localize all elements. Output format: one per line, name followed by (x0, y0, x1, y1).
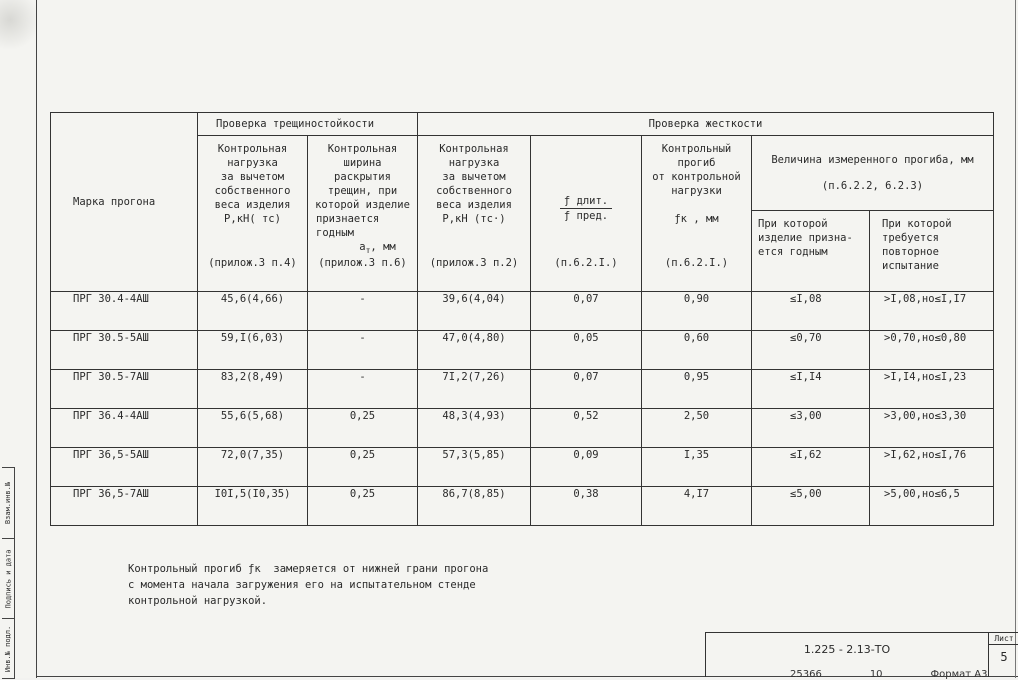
stamp-vzam-label: Взам.инв.№ (4, 481, 12, 525)
table-row (51, 448, 994, 487)
cell-load-stiffness: 47,0(4,80) (418, 331, 531, 370)
header-group-crack: Проверка трещиностойкости (198, 113, 418, 136)
h1-line: за вычетом (220, 171, 285, 183)
frame-right-line (1015, 0, 1016, 678)
cell-ratio: 0,05 (531, 331, 642, 370)
cell-crack-width: 0,25 (308, 448, 418, 487)
h6a-line: ется годным (758, 246, 828, 258)
h2-line-text: годным (316, 227, 354, 239)
h6-ref: (п.6.2.2, 6.2.3) (821, 180, 924, 192)
table-row (51, 331, 994, 370)
cell-deflection: 0,90 (642, 292, 752, 331)
cell-load-crack: I0I,5(I0,35) (198, 487, 308, 526)
archive-mid: 10 (869, 669, 883, 680)
h2-line: трещин, при (327, 185, 398, 197)
header-accepted (752, 211, 870, 292)
h3-line: Р,кН (тс·) (442, 213, 506, 225)
cell-retest: >3,00,но≤3,30 (870, 409, 994, 448)
cell-ratio: 0,07 (531, 292, 642, 331)
header-control-load-crack (198, 136, 308, 292)
deflection-fraction (560, 194, 612, 223)
cell-mark: ПРГ 36,5-5АШ (51, 448, 198, 487)
cell-accepted: ≤I,62 (752, 448, 870, 487)
h6b-line: испытание (882, 260, 939, 272)
cell-crack-width: - (308, 370, 418, 409)
header-crack-width (308, 136, 418, 292)
stamp-vzam (2, 468, 14, 538)
header-control-load-stiffness (418, 136, 531, 292)
h4-ref: (п.6.2.I.) (554, 257, 618, 269)
h6b-line: При которой (882, 218, 952, 230)
cell-load-crack: 72,0(7,35) (198, 448, 308, 487)
h2-ref: (прилож.3 п.6) (318, 257, 407, 269)
cell-load-stiffness: 86,7(8,85) (418, 487, 531, 526)
cell-crack-width: 0,25 (308, 409, 418, 448)
cell-load-stiffness: 7I,2(7,26) (418, 370, 531, 409)
h2-line: раскрытия (334, 171, 391, 183)
h5-line: от контрольной (652, 171, 741, 183)
cell-crack-width: - (308, 292, 418, 331)
cell-ratio: 0,07 (531, 370, 642, 409)
cell-deflection: 2,50 (642, 409, 752, 448)
h2-unit-prefix: а (359, 241, 366, 253)
cell-accepted: ≤I,I4 (752, 370, 870, 409)
h1-line: веса изделия (214, 199, 291, 211)
h3-line: за вычетом (442, 171, 506, 183)
cell-retest: >I,I4,но≤I,23 (870, 370, 994, 409)
cell-deflection: 0,95 (642, 370, 752, 409)
cell-accepted: ≤I,08 (752, 292, 870, 331)
h2-line: признается (316, 213, 380, 225)
scan-smudge (0, 0, 36, 60)
side-stamp (2, 467, 15, 679)
table-row (51, 292, 994, 331)
h5-ref: (п.6.2.I.) (664, 257, 729, 269)
stamp-inv-podl-label: Инв.№ подл. (4, 625, 13, 673)
h2-unit-sub: т (365, 246, 371, 256)
table-row (51, 370, 994, 409)
header-retest (870, 211, 994, 292)
h2-line: ширина (343, 157, 382, 169)
cell-deflection: 0,60 (642, 331, 752, 370)
h6b-line: требуется (882, 232, 939, 244)
h1-line: Р,кН( тс) (224, 213, 281, 225)
h3-line: собственного (436, 185, 512, 197)
footnote (128, 561, 488, 609)
header-mark: Марка прогона (51, 113, 198, 292)
cell-retest: >I,62,но≤I,76 (870, 448, 994, 487)
sheet-label: Лист (989, 633, 1018, 645)
cell-load-stiffness: 57,3(5,85) (418, 448, 531, 487)
fraction-numerator: ƒ длит. (560, 194, 612, 209)
cell-load-crack: 45,6(4,66) (198, 292, 308, 331)
cell-deflection: I,35 (642, 448, 752, 487)
header-deflection-ratio (531, 136, 642, 292)
stamp-sign-date (2, 538, 14, 619)
cell-load-crack: 55,6(5,68) (198, 409, 308, 448)
cell-retest: >0,70,но≤0,80 (870, 331, 994, 370)
h6b-line: повторное (882, 246, 939, 258)
h1-ref: (прилож.3 п.4) (208, 257, 297, 269)
header-group-stiffness: Проверка жесткости (418, 113, 994, 136)
h2-line: которой изделие (315, 199, 410, 211)
h3-line: веса изделия (436, 199, 512, 211)
h5-line: прогиб (677, 157, 716, 169)
h1-line: Контрольная (217, 143, 288, 155)
header-control-deflection (642, 136, 752, 292)
cell-load-stiffness: 39,6(4,04) (418, 292, 531, 331)
cell-crack-width: 0,25 (308, 487, 418, 526)
footnote-line: с момента начала загружения его на испытательном стенде (128, 579, 476, 591)
cell-accepted: ≤0,70 (752, 331, 870, 370)
format-label: Формат А3 (930, 669, 988, 680)
h2-unit-suffix: , мм (370, 241, 396, 253)
cell-mark: ПРГ 36.4-4АШ (51, 409, 198, 448)
cell-retest: >5,00,но≤6,5 (870, 487, 994, 526)
h6a-line: При которой (758, 218, 828, 230)
sheet-number: 5 (1000, 650, 1008, 664)
cell-ratio: 0,38 (531, 487, 642, 526)
cell-load-crack: 59,I(6,03) (198, 331, 308, 370)
h3-line: Контрольная (439, 143, 509, 155)
footnote-line: Контрольный прогиб ƒк замеряется от нижней грани прогона (128, 563, 489, 575)
footnote-line: контрольной нагрузкой. (128, 595, 268, 607)
cell-deflection: 4,I7 (642, 487, 752, 526)
h2-line (312, 226, 413, 240)
h3-ref: (прилож.3 п.2) (429, 257, 519, 269)
table-row (51, 487, 994, 526)
table-row (51, 409, 994, 448)
cell-crack-width: - (308, 331, 418, 370)
cell-ratio: 0,52 (531, 409, 642, 448)
h6a-line: изделие призна- (758, 232, 853, 244)
cell-load-stiffness: 48,3(4,93) (418, 409, 531, 448)
cell-accepted: ≤3,00 (752, 409, 870, 448)
cell-accepted: ≤5,00 (752, 487, 870, 526)
stamp-sign-date-label: Подпись и дата (4, 549, 13, 609)
archive-number: 25366 (790, 669, 822, 680)
h3-line: нагрузка (448, 157, 500, 169)
h2-line: Контрольная (327, 143, 398, 155)
h1-line: собственного (214, 185, 291, 197)
header-measured-deflection (752, 136, 994, 211)
frame-left-line (36, 0, 37, 678)
archive-line (790, 669, 1018, 680)
h5-line: Контрольный (661, 143, 732, 155)
h1-line: нагрузка (227, 157, 278, 169)
cell-load-crack: 83,2(8,49) (198, 370, 308, 409)
h5-symbol: ƒк , мм (674, 213, 719, 225)
test-parameters-table (50, 112, 994, 526)
document-code: 1.225 - 2.13-ТО (803, 643, 891, 656)
cell-mark: ПРГ 36,5-7АШ (51, 487, 198, 526)
cell-mark: ПРГ 30.5-5АШ (51, 331, 198, 370)
h5-line: нагрузки (671, 185, 722, 197)
cell-mark: ПРГ 30.4-4АШ (51, 292, 198, 331)
cell-ratio: 0,09 (531, 448, 642, 487)
cell-retest: >I,08,но≤I,I7 (870, 292, 994, 331)
cell-mark: ПРГ 30.5-7АШ (51, 370, 198, 409)
fraction-denominator: ƒ пред. (563, 210, 609, 222)
stamp-inv-podl (2, 618, 14, 679)
h6-title: Величина измеренного прогиба, мм (771, 154, 974, 166)
